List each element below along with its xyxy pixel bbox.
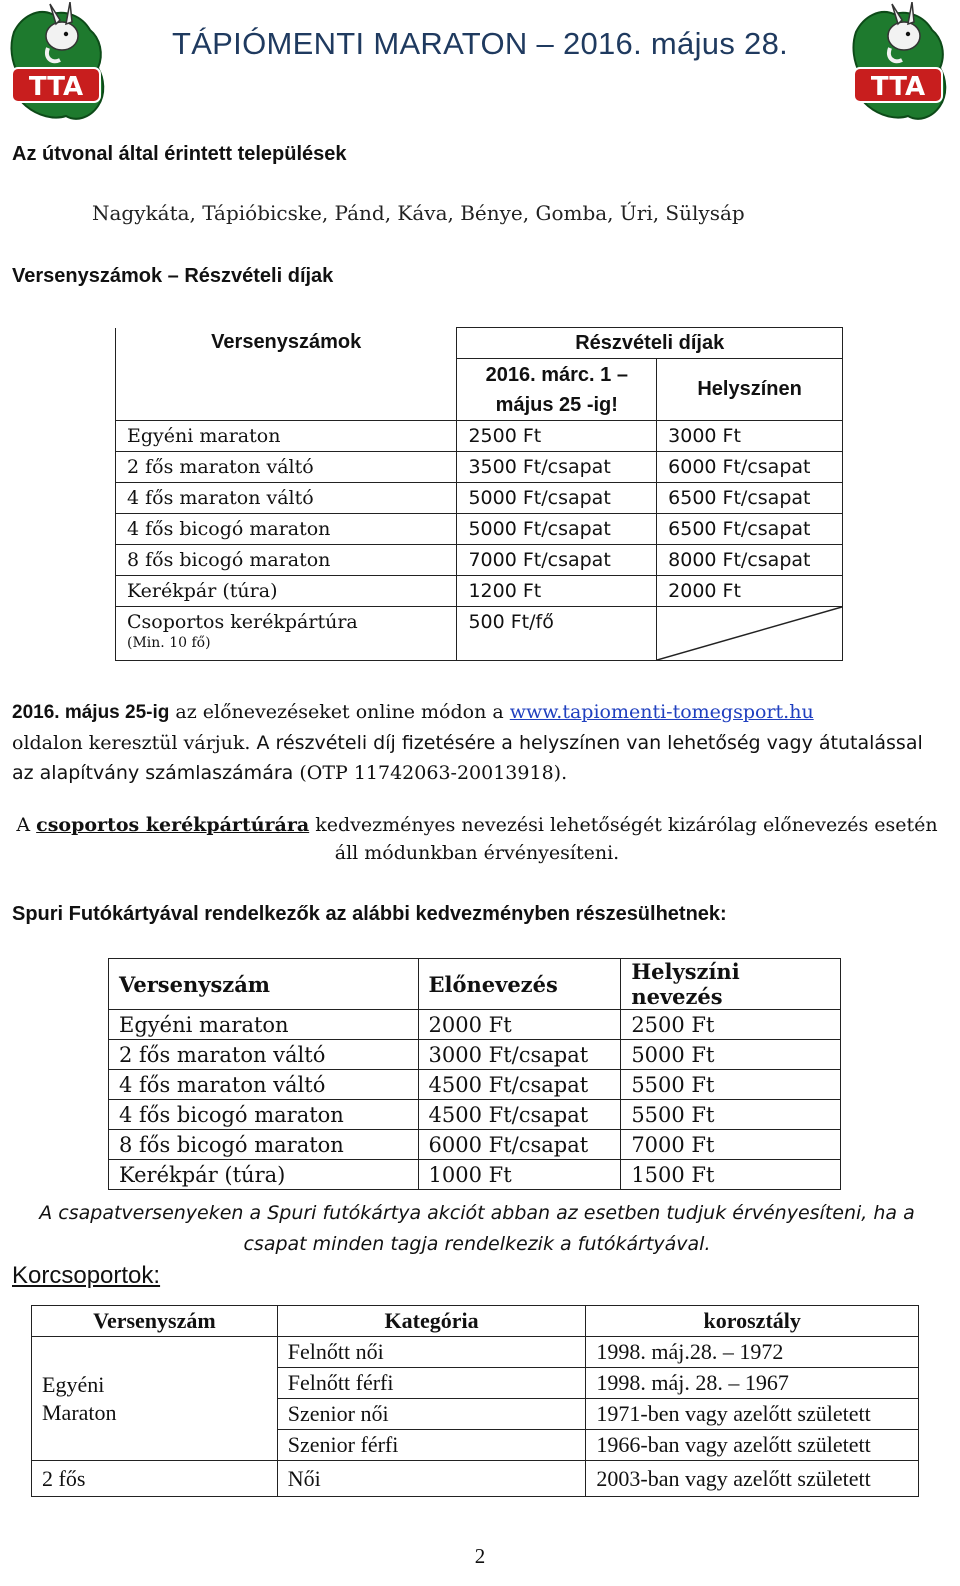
table-row: Szenior női 1971-ben vagy azelőtt született: [32, 1399, 919, 1430]
spuri-note: A csapatversenyeken a Spuri futókártya akciót abban az esetben tudjuk érvényesíteni, ha a csapat minden tagja rendelkezik a futókártyával.: [39, 1202, 915, 1255]
table-header-cell: 2016. márc. 1 – május 25 -ig!: [457, 359, 657, 421]
tta-logo: [846, 2, 950, 122]
table-row: Egyéni maraton 2000 Ft 2500 Ft: [109, 1010, 841, 1040]
table-row: Felnőtt férfi 1998. máj. 28. – 1967: [32, 1368, 919, 1399]
bank-account: (OTP 11742063-20013918): [299, 762, 562, 784]
tta-logo: [4, 2, 108, 122]
registration-paragraph: 2016. május 25-ig az előnevezéseket online módon a www.tapiomenti-tomegsport.hu oldalon keresztül várjuk. A részvételi díj fizetésére a helyszínen van lehetőség vagy átutalással az alapítvány számlaszámára (OTP 11742063-20013918).: [12, 701, 923, 784]
spuri-table: [108, 958, 841, 1190]
svg-text:TTA: TTA: [28, 72, 84, 102]
table-row: Egyéni Maraton Felnőtt női 1998. máj.28. – 1972: [32, 1337, 919, 1368]
table-header-cell: Helyszínen: [657, 359, 843, 421]
table-header-cell: Versenyszám: [32, 1306, 278, 1337]
group-tour-emphasis: csoportos kerékpártúrára: [36, 814, 310, 836]
settlements-list: Nagykáta, Tápióbicske, Pánd, Káva, Bénye, Gomba, Úri, Sülysáp: [92, 201, 745, 225]
table-row: 2 fős Női 2003-ban vagy azelőtt született: [32, 1461, 919, 1497]
events-heading: Versenyszámok – Részvételi díjak: [12, 265, 334, 287]
table-header-cell: Helyszíni nevezés: [621, 959, 841, 1010]
page-title: TÁPIÓMENTI MARATON – 2016. május 28.: [171, 26, 789, 61]
table-header-cell: Versenyszámok: [116, 359, 457, 421]
table-row: 4 fős maraton váltó 5000 Ft/csapat 6500 Ft/csapat: [116, 483, 843, 514]
table-row: 8 fős bicogó maraton 7000 Ft/csapat 8000 Ft/csapat: [116, 545, 843, 576]
website-link[interactable]: www.tapiomenti-tomegsport.hu: [509, 701, 814, 723]
spuri-heading: Spuri Futókártyával rendelkezők az alábbi kedvezményben részesülhetnek:: [12, 903, 727, 925]
table-row: 4 fős maraton váltó 4500 Ft/csapat 5500 Ft: [109, 1070, 841, 1100]
table-header-cell: Kategória: [277, 1306, 586, 1337]
table-row: 4 fős bicogó maraton 5000 Ft/csapat 6500 Ft/csapat: [116, 514, 843, 545]
group-tour-paragraph: A csoportos kerékpártúrára kedvezményes nevezési lehetőségét kizárólag előnevezés esetén áll módunkban érvényesíteni.: [16, 814, 938, 864]
group-tour-note: (Min. 10 fő): [127, 635, 211, 651]
table-row: Kerékpár (túra) 1200 Ft 2000 Ft: [116, 576, 843, 607]
individual-marathon-cell: Egyéni Maraton: [32, 1337, 278, 1461]
fees-table: [115, 327, 843, 661]
page-number: 2: [474, 1544, 486, 1568]
group-tour-label: Csoportos kerékpártúra: [127, 611, 358, 633]
age-groups-heading: Korcsoportok:: [12, 1262, 161, 1289]
table-row: Csoportos kerékpártúra (Min. 10 fő) 500 Ft/fő: [116, 607, 843, 661]
table-header-cell: Versenyszám: [109, 959, 419, 1010]
empty-crossed-cell: [657, 607, 843, 661]
settlements-heading: Az útvonal által érintett települések: [12, 143, 347, 165]
table-header-cell: Előnevezés: [418, 959, 621, 1010]
table-row: 4 fős bicogó maraton 4500 Ft/csapat 5500 Ft: [109, 1100, 841, 1130]
age-groups-table: [31, 1305, 919, 1497]
table-row: Kerékpár (túra) 1000 Ft 1500 Ft: [109, 1160, 841, 1190]
table-row: Szenior férfi 1966-ban vagy azelőtt született: [32, 1430, 919, 1461]
table-header-cell: Részvételi díjak: [457, 328, 843, 359]
registration-deadline: 2016. május 25-ig: [12, 702, 170, 723]
table-row: 8 fős bicogó maraton 6000 Ft/csapat 7000 Ft: [109, 1130, 841, 1160]
table-row: Egyéni maraton 2500 Ft 3000 Ft: [116, 421, 843, 452]
svg-text:TTA: TTA: [870, 72, 926, 102]
table-row: 2 fős maraton váltó 3500 Ft/csapat 6000 Ft/csapat: [116, 452, 843, 483]
table-row: 2 fős maraton váltó 3000 Ft/csapat 5000 Ft: [109, 1040, 841, 1070]
table-header-cell: korosztály: [586, 1306, 919, 1337]
